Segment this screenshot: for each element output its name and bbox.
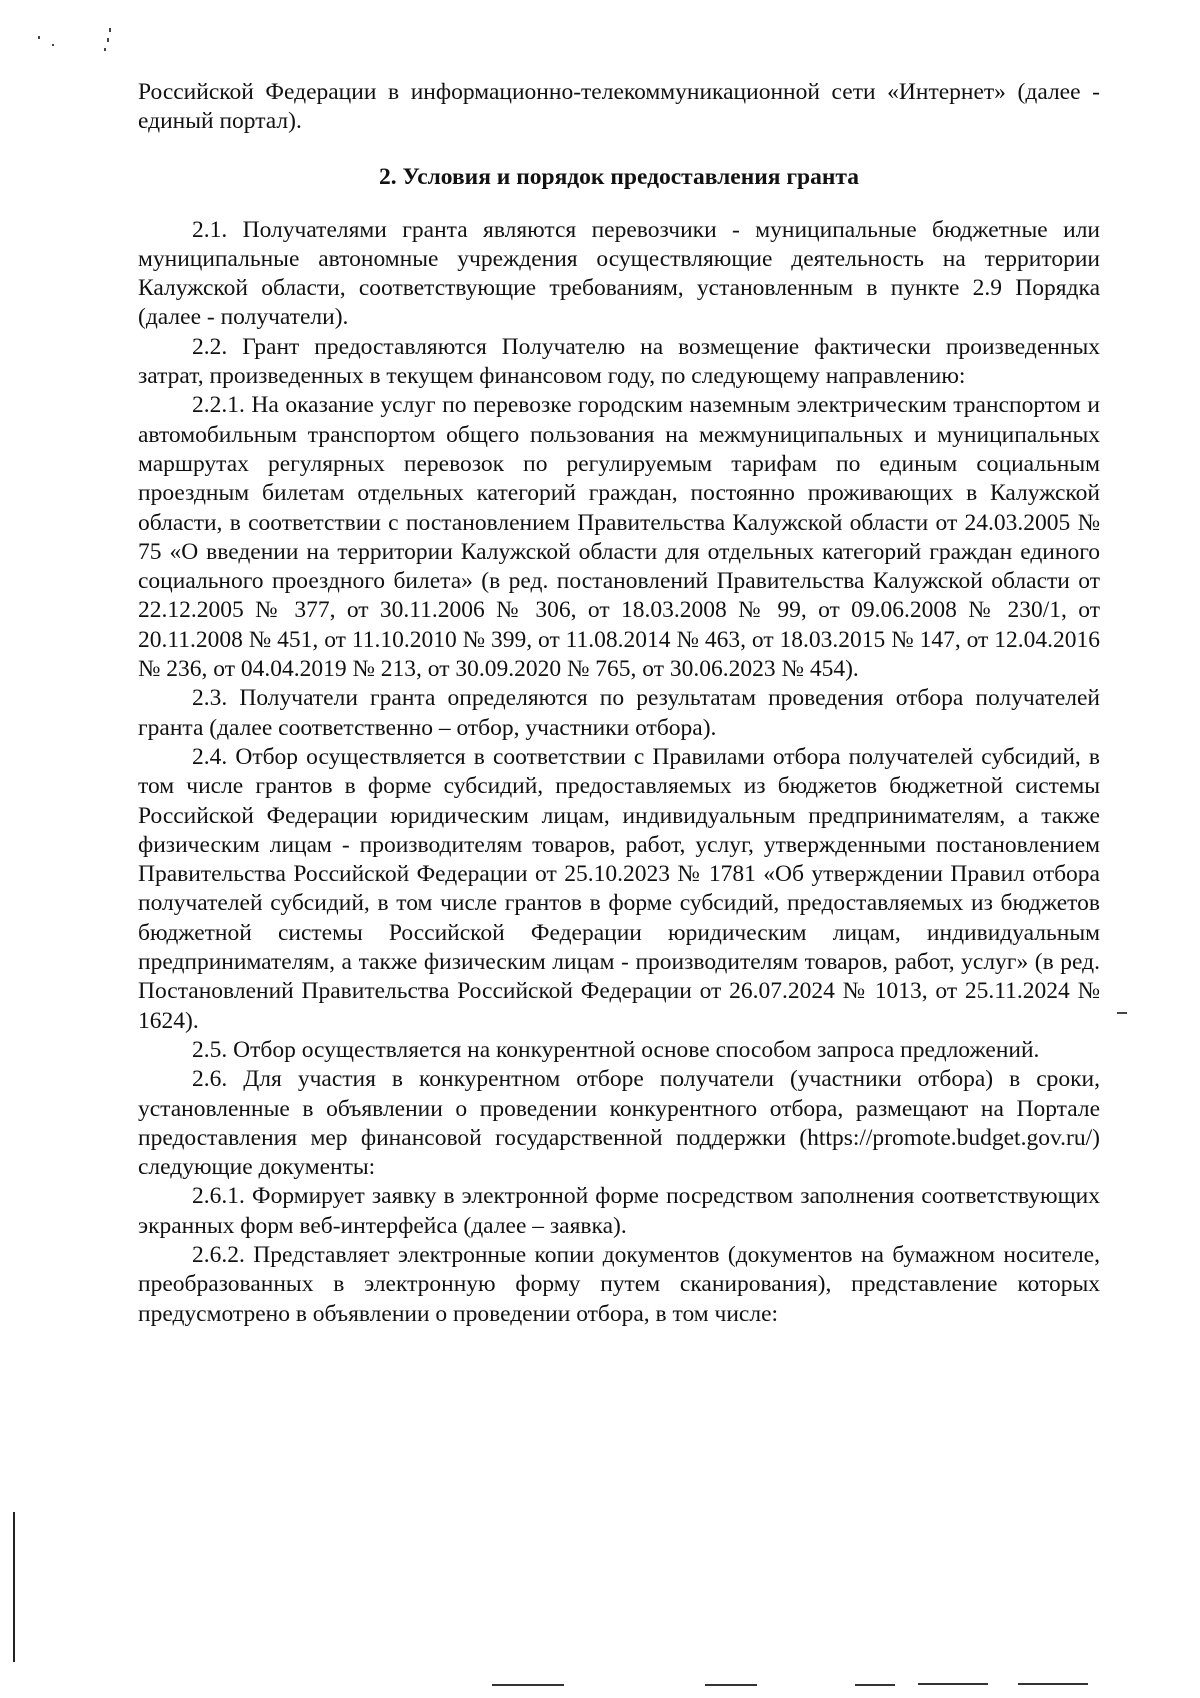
- paragraph-2-3: 2.3. Получатели гранта определяются по результатам проведения отбора получателей гранта (далее соответственно – отбор, участники отбора).: [138, 685, 1100, 741]
- scan-speck: [1117, 1012, 1127, 1014]
- scan-footer-mark: [855, 1684, 895, 1686]
- paragraph-2-6: 2.6. Для участия в конкурентном отборе получатели (участники отбора) в сроки, установленные в объявлении о проведении конкурентного отбора, размещают на Портале предоставления мер финансовой государственной поддержки (https://promote.budget.gov.ru/) следующие документы:: [138, 1066, 1100, 1181]
- paragraph-2-6-1: 2.6.1. Формирует заявку в электронной форме посредством заполнения соответствующих экранных форм веб-интерфейса (далее – заявка).: [138, 1183, 1100, 1239]
- document-body: [138, 78, 1100, 1329]
- paragraph-2-2-1: 2.2.1. На оказание услуг по перевозке городским наземным электрическим транспортом и автомобильным транспортом общего пользования на межмуниципальных и муниципальных маршрутах регулярных перевозок по регулируемым тарифам по единым социальным проездным билетам отдельных категорий граждан, постоянно проживающих в Калужской области, в соответствии с постановлением Правительства Калужской области от 24.03.2005 № 75 «О введении на территории Калужской области для отдельных категорий граждан единого социального проездного билета» (в ред. постановлений Правительства Калужской области от 22.12.2005 № 377, от 30.11.2006 № 306, от 18.03.2008 № 99, от 09.06.2008 № 230/1, от 20.11.2008 № 451, от 11.10.2010 № 399, от 11.08.2014 № 463, от 18.03.2015 № 147, от 12.04.2016 № 236, от 04.04.2019 № 213, от 30.09.2020 № 765, от 30.06.2023 № 454).: [138, 392, 1100, 683]
- section-title: 2. Условия и порядок предоставления гранта: [378, 163, 859, 190]
- scan-footer-mark: [492, 1684, 564, 1686]
- scan-speck: [107, 38, 109, 42]
- paragraph-2-5: 2.5. Отбор осуществляется на конкурентной основе способом запроса предложений.: [192, 1036, 1040, 1063]
- intro-paragraph: Российской Федерации в информационно-телекоммуникационной сети «Интернет» (далее - единый портал).: [138, 79, 1100, 135]
- paragraph-2-2: 2.2. Грант предоставляются Получателю на возмещение фактически произведенных затрат, произведенных в текущем финансовом году, по следующему направлению:: [138, 333, 1100, 390]
- scan-footer-mark: [705, 1684, 757, 1686]
- scan-speck: [109, 28, 111, 32]
- scan-footer-mark: [918, 1683, 988, 1685]
- scan-speck: [104, 48, 106, 51]
- scan-footer-mark: [1018, 1683, 1088, 1685]
- paragraph-2-4: 2.4. Отбор осуществляется в соответствии с Правилами отбора получателей субсидий, в том числе грантов в форме субсидий, предоставляемых из бюджетов бюджетной системы Российской Федерации юридическим лицам, индивидуальным предпринимателям, а также физическим лицам - производителям товаров, работ, услуг, утвержденными постановлением Правительства Российской Федерации от 25.10.2023 № 1781 «Об утверждении Правил отбора получателей субсидий, в том числе грантов в форме субсидий, предоставляемых из бюджетов бюджетной системы Российской Федерации юридическим лицам, индивидуальным предпринимателям, а также физическим лицам - производителям товаров, работ, услуг» (в ред. Постановлений Правительства Российской Федерации от 26.07.2024 № 1013, от 25.11.2024 № 1624).: [138, 743, 1100, 1034]
- scan-speck: [52, 44, 54, 46]
- paragraph-2-6-2: 2.6.2. Представляет электронные копии документов (документов на бумажном носителе, преобразованных в электронную форму путем сканирования), представление которых предусмотрено в объявлении о проведении отбора, в том числе:: [138, 1241, 1100, 1327]
- scan-speck: [38, 36, 40, 39]
- scan-margin-line: [13, 1512, 15, 1662]
- paragraph-2-1: 2.1. Получателями гранта являются перевозчики - муниципальные бюджетные или муниципальные автономные учреждения осуществляющие деятельность на территории Калужской области, соответствующие требованиям, установленным в пункте 2.9 Порядка (далее - получатели).: [138, 216, 1100, 331]
